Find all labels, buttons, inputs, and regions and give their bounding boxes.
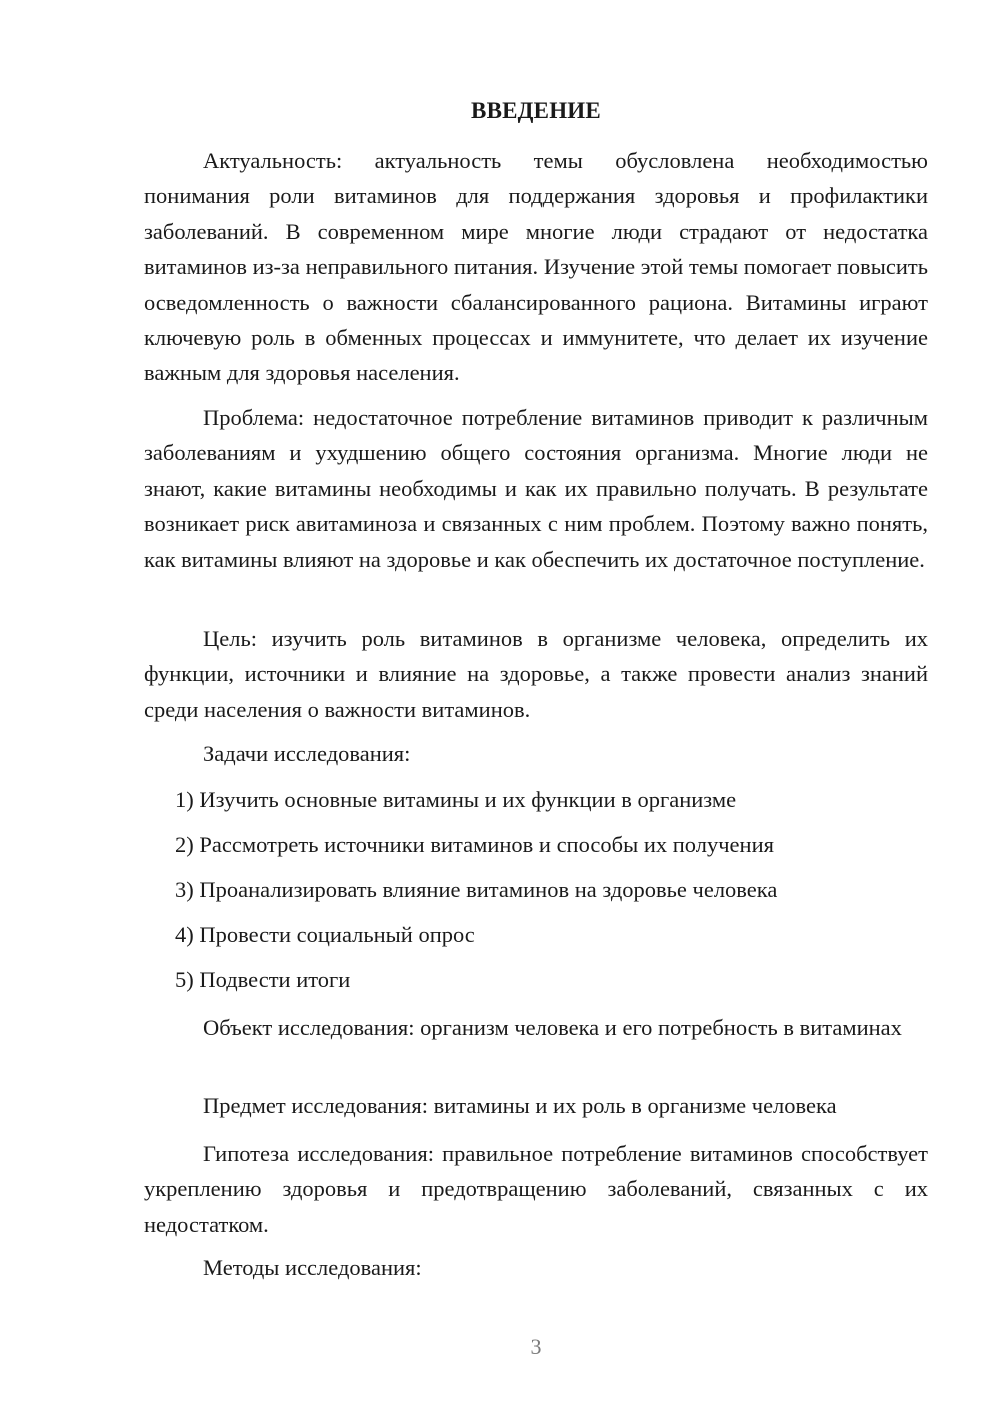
problem-paragraph: Проблема: недостаточное потребление витаминов приводит к различным заболеваниям и ухудшению общего состояния организма. Многие люди не знают, какие витамины необходимы и как их правильно получать. В результате возникает риск авитаминоза и связанных с ним проблем. Поэтому важно понять, как витамины влияют на здоровье и как обеспечить их достаточное поступление.	[144, 405, 928, 572]
tasks-heading-block	[144, 739, 928, 769]
task-item-2: 2) Рассмотреть источники витаминов и способы их получения	[175, 832, 774, 857]
hypothesis-paragraph-block	[144, 1136, 928, 1242]
relevance-paragraph: Актуальность: актуальность темы обусловлена необходимостью понимания роли витаминов для поддержания здоровья и профилактики заболеваний. В современном мире многие люди страдают от недостатка витаминов из-за неправильного питания. Изучение этой темы помогает повысить осведомленность о важности сбалансированного рациона. Витамины играют ключевую роль в обменных процессах и иммунитете, что делает их изучение важным для здоровья населения.	[144, 148, 928, 386]
tasks-list	[144, 920, 928, 950]
relevance-paragraph-block	[144, 143, 928, 391]
goal-paragraph: Цель: изучить роль витаминов в организме человека, определить их функции, источники и влияние на здоровье, а также провести анализ знаний среди населения о важности витаминов.	[144, 626, 928, 722]
hypothesis-paragraph: Гипотеза исследования: правильное потребление витаминов способствует укреплению здоровья и предотвращению заболеваний, связанных с их недостатком.	[144, 1141, 928, 1237]
problem-paragraph-block	[144, 400, 928, 577]
tasks-list	[144, 875, 928, 905]
methods-heading-block	[144, 1253, 928, 1283]
methods-heading: Методы исследования:	[203, 1255, 422, 1280]
task-item-4: 4) Провести социальный опрос	[175, 922, 475, 947]
object-paragraph-block	[144, 1010, 928, 1045]
goal-paragraph-block	[144, 621, 928, 727]
task-item-1: 1) Изучить основные витамины и их функции в организме	[175, 787, 737, 812]
tasks-list	[144, 830, 928, 860]
tasks-heading: Задачи исследования:	[203, 741, 411, 766]
task-item-5: 5) Подвести итоги	[175, 967, 351, 992]
section-title: ВВЕДЕНИЕ	[471, 98, 601, 123]
tasks-list	[144, 785, 928, 815]
object-paragraph: Объект исследования: организм человека и его потребность в витаминах	[203, 1015, 902, 1040]
subject-paragraph: Предмет исследования: витамины и их роль в организме человека	[203, 1093, 837, 1118]
task-item-3: 3) Проанализировать влияние витаминов на здоровье человека	[175, 877, 778, 902]
tasks-list	[144, 965, 928, 995]
page-number: 3	[530, 1334, 542, 1359]
subject-paragraph-block	[144, 1091, 928, 1121]
